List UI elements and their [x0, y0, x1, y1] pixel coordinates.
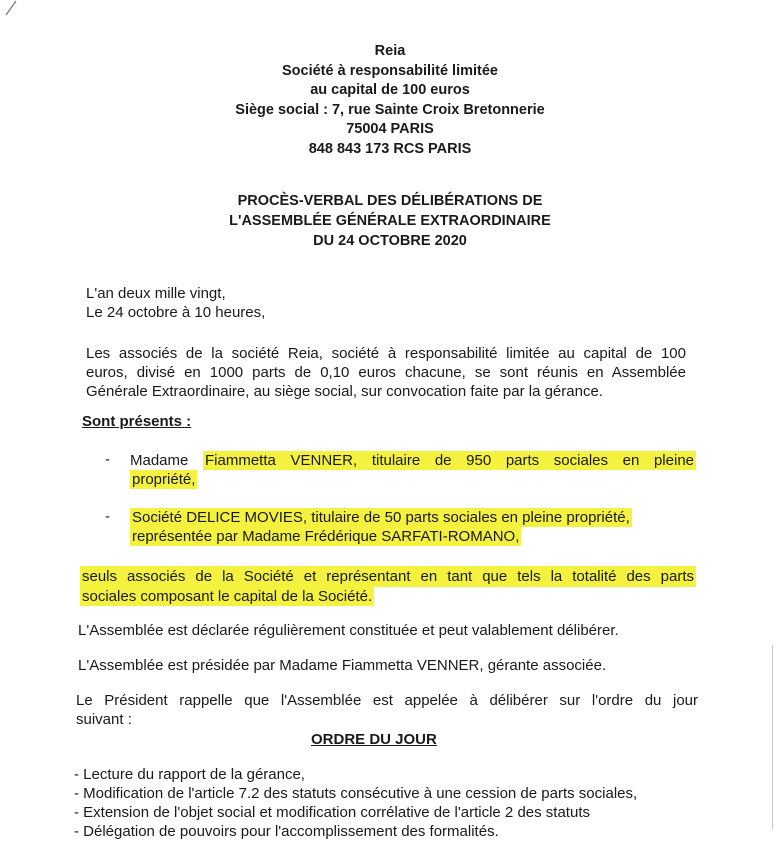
- constituted-text: L'Assemblée est déclarée régulièrement constituée et peut valablement délibérer.: [78, 622, 619, 639]
- presided-text: L'Assemblée est présidée par Madame Fiammetta VENNER, gérante associée.: [78, 657, 607, 674]
- present-item-2-highlight: Société DELICE MOVIES, titulaire de 50 parts sociales en pleine propriété,: [132, 509, 630, 526]
- list-dash-2: -: [105, 508, 110, 525]
- minutes-title: [150, 191, 630, 251]
- presided-statement: [78, 656, 606, 675]
- constituted-statement: [78, 621, 619, 640]
- city: 75004 PARIS: [346, 121, 434, 137]
- sole-partners-line-1: seuls associés de la Société et représentant en tant que tels la totalité des parts: [82, 568, 694, 585]
- present-item-1-prefix: Madame: [130, 452, 204, 469]
- present-item-2-line-1: [130, 508, 696, 527]
- company-name: Reia: [374, 43, 406, 59]
- present-item-2: [130, 508, 696, 546]
- pen-mark-icon: [4, 0, 18, 16]
- present-item-1: [130, 451, 696, 489]
- agenda-item-3: - Extension de l'objet social et modification corrélative de l'article 2 des statuts: [74, 804, 590, 821]
- intro-line-3: Générale Extraordinaire, au siège social, sur convocation faite par la gérance.: [86, 383, 603, 400]
- title-line-2: L'ASSEMBLÉE GÉNÉRALE EXTRAORDINAIRE: [229, 213, 551, 229]
- agenda-item-1: - Lecture du rapport de la gérance,: [74, 766, 305, 783]
- present-item-2-line-2: [130, 527, 696, 546]
- registered-office: Siège social : 7, rue Sainte Croix Bretonnerie: [235, 101, 545, 118]
- present-item-1-line-1: [130, 451, 696, 470]
- company-header: [150, 42, 630, 159]
- scan-edge-line: [772, 645, 773, 829]
- date-line-2: Le 24 octobre à 10 heures,: [86, 304, 266, 321]
- present-item-1-line-2: [130, 470, 696, 489]
- title-line-3: DU 24 OCTOBRE 2020: [313, 233, 467, 249]
- present-item-1-highlight-2: propriété,: [132, 471, 196, 488]
- rcs-number: 848 843 173 RCS PARIS: [308, 140, 472, 157]
- agenda-item-4: - Délégation de pouvoirs pour l'accomplissement des formalités.: [74, 823, 499, 840]
- date-intro: [86, 284, 486, 322]
- sole-partners-paragraph: [80, 566, 696, 606]
- president-line-1: Le Président rappelle que l'Assemblée est appelée à délibérer sur l'ordre du jour: [76, 692, 698, 709]
- present-heading: Sont présents :: [82, 413, 192, 430]
- sole-partners-line-2: sociales composant le capital de la Société.: [82, 588, 373, 605]
- list-dash-1: -: [105, 451, 110, 468]
- agenda-heading: ORDRE DU JOUR: [311, 731, 437, 748]
- present-item-2-highlight-2: représentée par Madame Frédérique SARFATI-ROMANO,: [132, 528, 520, 545]
- legal-form: Société à responsabilité limitée: [282, 62, 498, 79]
- agenda-item-2: - Modification de l'article 7.2 des statuts consécutive à une cession de parts sociales,: [74, 785, 638, 802]
- date-line-1: L'an deux mille vingt,: [86, 285, 226, 302]
- intro-line-2: euros, divisé en 1000 parts de 0,10 euros chacune, se sont réunis en Assemblée: [86, 364, 686, 381]
- intro-line-1: Les associés de la société Reia, société à responsabilité limitée au capital de 100: [86, 345, 686, 362]
- president-line-2: suivant :: [76, 711, 132, 728]
- present-item-1-highlight: Fiammetta VENNER, titulaire de 950 parts sociales en pleine: [205, 452, 694, 469]
- share-capital: au capital de 100 euros: [310, 82, 470, 98]
- sole-partners-line-2-wrap: [80, 587, 696, 606]
- president-statement: [76, 691, 698, 729]
- intro-paragraph: [86, 344, 686, 401]
- title-line-1: PROCÈS-VERBAL DES DÉLIBÉRATIONS DE: [237, 193, 543, 209]
- agenda-list: [74, 765, 637, 841]
